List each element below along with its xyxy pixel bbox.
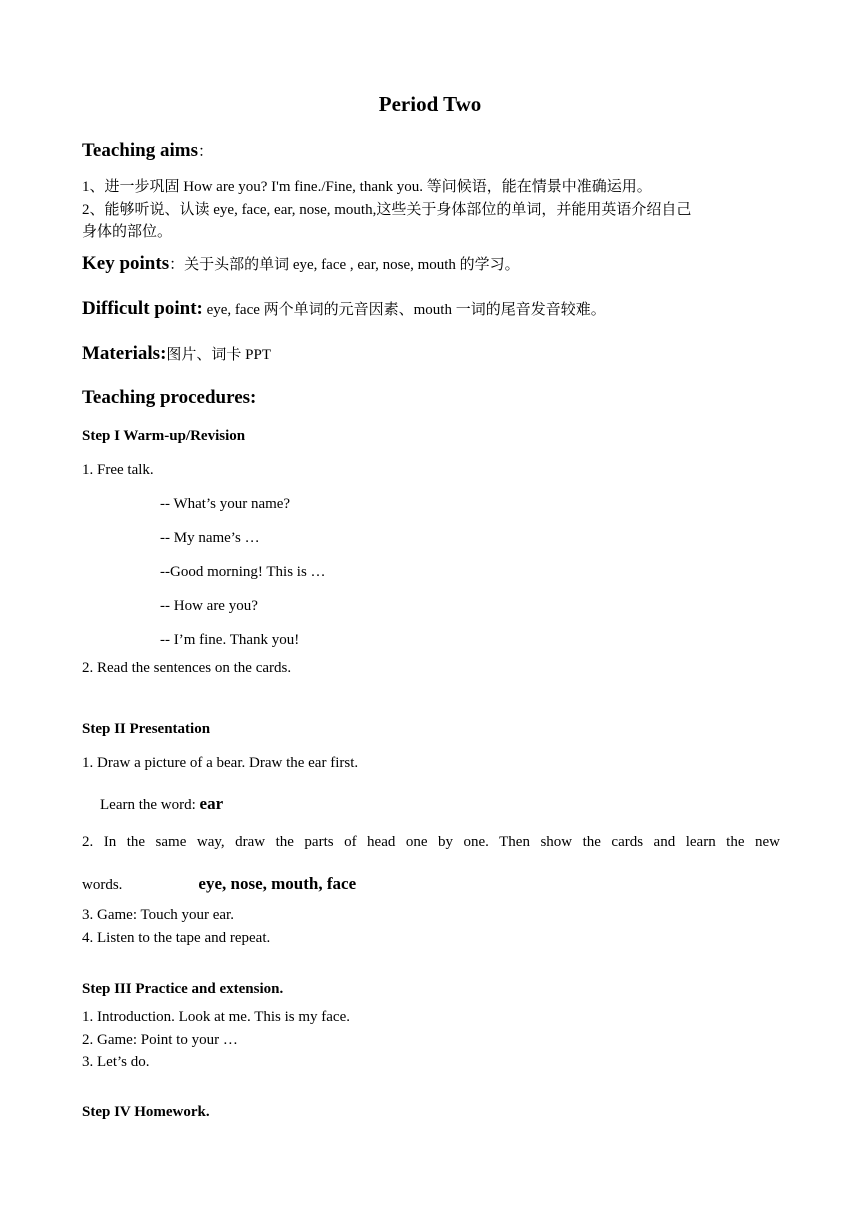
key-points-label: Key points bbox=[82, 253, 170, 274]
step3-heading: Step III Practice and extension. bbox=[82, 981, 284, 997]
difficult-point-label: Difficult point: bbox=[82, 298, 203, 319]
new-words: eye, nose, mouth, face bbox=[198, 874, 357, 893]
teaching-aims-label: Teaching aims bbox=[82, 140, 198, 161]
materials-label: Materials: bbox=[82, 343, 167, 364]
step1-item-1: 1. Free talk. bbox=[82, 462, 154, 478]
words-line bbox=[82, 874, 356, 894]
learn-word-prefix: Learn the word: bbox=[100, 797, 200, 813]
materials-text: 图片、词卡 PPT bbox=[166, 347, 272, 363]
step2-item-4: 4. Listen to the tape and repeat. bbox=[82, 930, 271, 946]
teaching-procedures-heading: Teaching procedures: bbox=[82, 387, 257, 408]
step4-heading: Step IV Homework. bbox=[82, 1104, 210, 1120]
teaching-aims-colon: ： bbox=[197, 144, 213, 160]
dialog-line: -- How are you? bbox=[160, 598, 258, 614]
materials bbox=[82, 343, 271, 365]
teaching-aims-heading bbox=[82, 140, 213, 162]
dialog-line: --Good morning! This is … bbox=[160, 564, 326, 580]
dialog-line: -- My name’s … bbox=[160, 530, 260, 546]
step2-item-2: 2. In the same way, draw the parts of head one by one. Then show the cards and learn the new bbox=[82, 834, 780, 850]
dialog-line: -- I’m fine. Thank you! bbox=[160, 632, 300, 648]
difficult-point bbox=[82, 298, 606, 320]
learn-word-line bbox=[100, 794, 223, 814]
aims-line-3: 身体的部位。 bbox=[82, 224, 173, 240]
aims-line-2: 2、能够听说、认读 eye, face, ear, nose, mouth,这些关于身体部位的单词，并能用英语介绍自己 bbox=[82, 202, 692, 218]
step3-item: 3. Let’s do. bbox=[82, 1054, 150, 1070]
difficult-point-text: eye, face 两个单词的元音因素、mouth 一词的尾音发音较难。 bbox=[202, 302, 606, 318]
step2-heading: Step II Presentation bbox=[82, 721, 211, 737]
step1-item-2: 2. Read the sentences on the cards. bbox=[82, 660, 292, 676]
page-title: Period Two bbox=[378, 92, 482, 116]
step3-item: 1. Introduction. Look at me. This is my face. bbox=[82, 1009, 351, 1025]
dialog-line: -- What’s your name? bbox=[160, 496, 291, 512]
step1-heading: Step I Warm-up/Revision bbox=[82, 428, 246, 444]
key-points-text: ：关于头部的单词 eye, face , ear, nose, mouth 的学习。 bbox=[169, 257, 520, 273]
step3-item: 2. Game: Point to your … bbox=[82, 1032, 238, 1048]
step2-item-3: 3. Game: Touch your ear. bbox=[82, 907, 234, 923]
aims-line-1: 1、进一步巩固 How are you? I'm fine./Fine, thank you. 等问候语，能在情景中准确运用。 bbox=[82, 179, 652, 195]
words-label: words. bbox=[82, 877, 123, 893]
learn-word: ear bbox=[199, 794, 224, 813]
key-points bbox=[82, 253, 520, 275]
step2-item-1: 1. Draw a picture of a bear. Draw the ear first. bbox=[82, 755, 359, 771]
